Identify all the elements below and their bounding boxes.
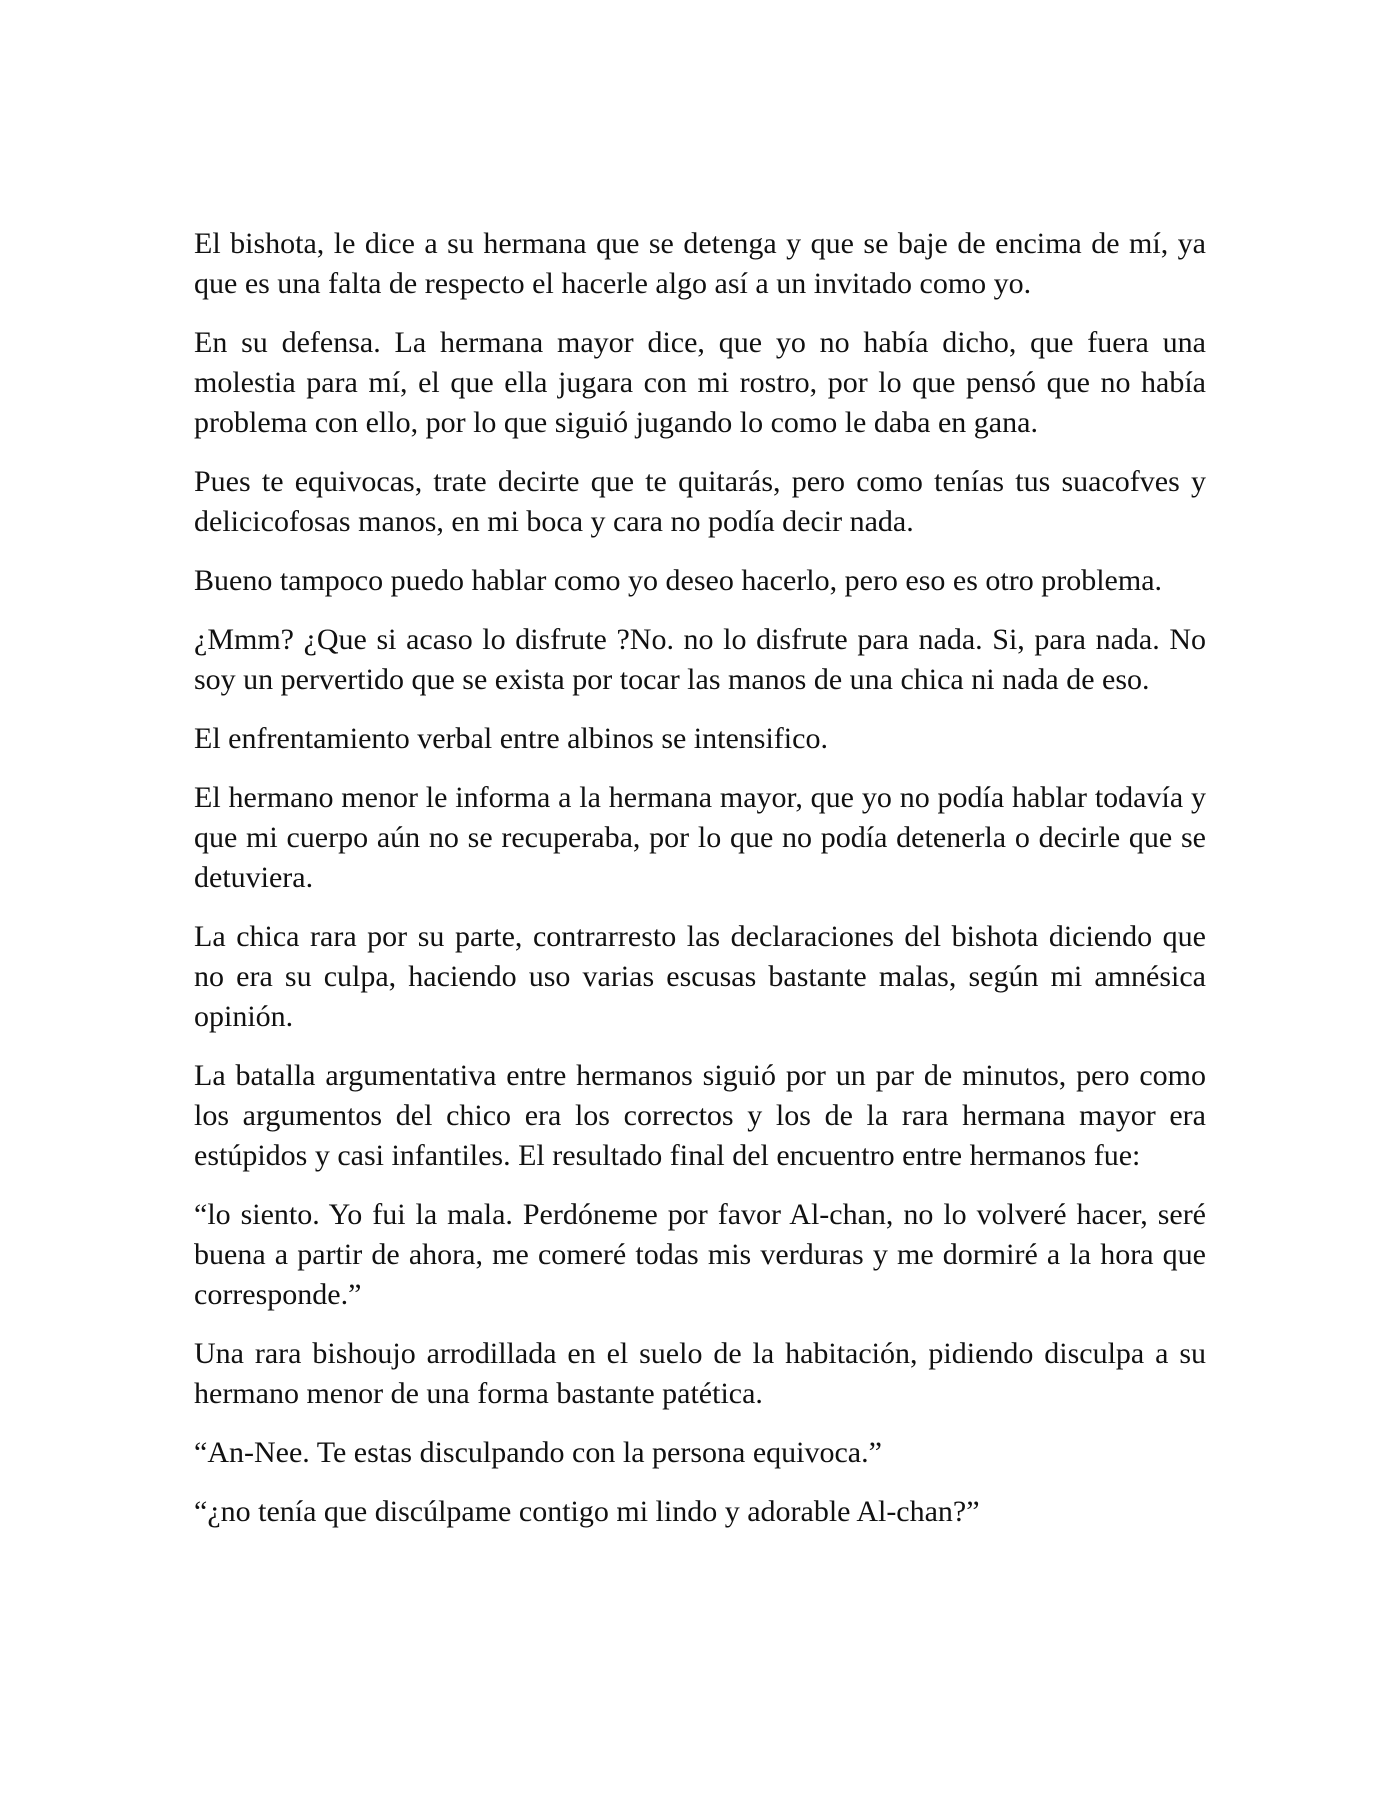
paragraph-1: El bishota, le dice a su hermana que se detenga y que se baje de encima de mí, ya que es una falta de respecto el hacerle algo así a un invitado como yo. bbox=[194, 227, 1206, 300]
paragraph-2: En su defensa. La hermana mayor dice, que yo no había dicho, que fuera una molestia para mí, el que ella jugara con mi rostro, por lo que pensó que no había problema con ello, por lo que siguió jugando lo como le daba en gana. bbox=[194, 326, 1206, 439]
paragraph-7: El hermano menor le informa a la hermana mayor, que yo no podía hablar todavía y que mi cuerpo aún no se recuperaba, por lo que no podía detenerla o decirle que se detuviera. bbox=[194, 781, 1206, 894]
paragraph-3: Pues te equivocas, trate decirte que te quitarás, pero como tenías tus suacofves y delicicofosas manos, en mi boca y cara no podía decir nada. bbox=[194, 465, 1206, 538]
paragraph-11: Una rara bishoujo arrodillada en el suelo de la habitación, pidiendo disculpa a su hermano menor de una forma bastante patética. bbox=[194, 1337, 1206, 1410]
paragraph-12: “An-Nee. Te estas disculpando con la persona equivoca.” bbox=[194, 1436, 882, 1469]
document-page bbox=[194, 224, 1206, 1551]
paragraph-6: El enfrentamiento verbal entre albinos se intensifico. bbox=[194, 722, 828, 755]
paragraph-4: Bueno tampoco puedo hablar como yo deseo hacerlo, pero eso es otro problema. bbox=[194, 564, 1163, 597]
paragraph-9: La batalla argumentativa entre hermanos siguió por un par de minutos, pero como los argumentos del chico era los correctos y los de la rara hermana mayor era estúpidos y casi infantiles. El resultado final del encuentro entre hermanos fue: bbox=[194, 1059, 1206, 1172]
paragraph-10: “lo siento. Yo fui la mala. Perdóneme por favor Al-chan, no lo volveré hacer, seré buena a partir de ahora, me comeré todas mis verduras y me dormiré a la hora que corresponde.” bbox=[194, 1198, 1206, 1311]
paragraph-13: “¿no tenía que discúlpame contigo mi lindo y adorable Al-chan?” bbox=[194, 1495, 980, 1528]
paragraph-8: La chica rara por su parte, contrarresto las declaraciones del bishota diciendo que no era su culpa, haciendo uso varias escusas bastante malas, según mi amnésica opinión. bbox=[194, 920, 1206, 1033]
paragraph-5: ¿Mmm? ¿Que si acaso lo disfrute ?No. no lo disfrute para nada. Si, para nada. No soy un pervertido que se exista por tocar las manos de una chica ni nada de eso. bbox=[194, 623, 1206, 696]
